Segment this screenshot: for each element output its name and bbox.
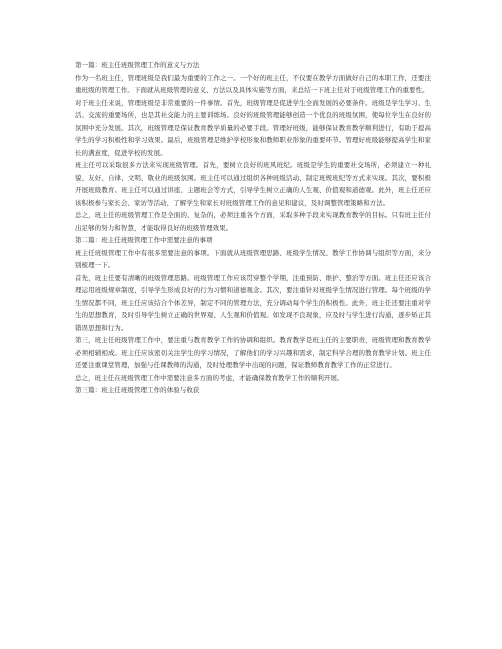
paragraph: 班主任班级管理工作中有很多需要注意的事项。下面就从班级管理思路、班级学生情况、教学工作协调与组织等方面，来分别梳理一下。 — [75, 248, 431, 269]
paragraph: 首先，班主任要有清晰的班级管理思路。班级管理工作应该贯穿整个学期，注重预防、维护、整治等方面。班主任还应该合理运用班级规章制度，引导学生形成良好的行为习惯和道德观念。其次，要注重针对班级学生情况进行管理。每个班级的学生情况都不同，班主任应该结合个体差异，制定不同的管理方法，充分调动每个学生的积极性。此外，班主任还要注重对学生的思想教育，及时引导学生树立正确的世界观、人生观和价值观。如发现不良现象，应及时与学生进行沟通，逐步矫正其错误思想和行为。 — [75, 273, 431, 332]
document-body — [75, 59, 431, 397]
paragraph: 班主任可以采取很多方法来实现班级管理。首先，要树立良好的班风班纪。班级是学生的重要社交场所，必须建立一种礼貌、友好、自律、文明、敬业的班级氛围。班主任可以通过组织各种班级活动、制定班规班纪等方式来实现。其次，要积极开展班级教育。班主任可以通过讲座、主题班会等方式，引导学生树立正确的人生观、价值观和道德观。此外，班主任还应该积极参与家长会、家访等活动，了解学生和家长对班级管理工作的意见和建议，及时调整管理策略和方法。 — [75, 161, 431, 207]
section-heading-1: 第一篇：班主任班级管理工作的意义与方法 — [75, 61, 200, 69]
paragraph: 总之，班主任的班级管理工作是全面的、复杂的，必须注重各个方面，采取多种手段来实现教育教学的目标。只有班主任付出足够的努力和智慧，才能取得良好的班级管理效果。 — [75, 211, 431, 232]
paragraph: 对于班主任来说，管理班级是非常重要的一件事情。首先，班级管理是促进学生全面发展的必要条件。班级是学生学习、生活、交流的重要场所，也是其社交能力的主要训练场。良好的班级管理能够创造一个优良的班级氛围，使每位学生在良好的氛围中充分发展。其次，班级管理是保证教育教学质量的必要手段。管理好班级，能够保证教育教学顺利进行，有助于提高学生的学习积极性和学习效果。最后，班级管理是维护学校形象和教师职业形象的重要环节。管理好班级能够提高学生和家长的满意度，促进学校的发展。 — [75, 98, 431, 157]
paragraph: 总之，班主任在班级管理工作中需要注意多方面的考虑，才能确保教育教学工作的顺利开展。 — [75, 373, 344, 382]
section-heading-3: 第三篇：班主任班级管理工作的体验与收获 — [75, 386, 200, 394]
paragraph: 第三，班主任班级管理工作中，要注重与教育教学工作的协调和组织。教育教学是班主任的主要职责，班级管理和教育教学必须相辅相成。班主任应该密切关注学生的学习情况，了解他们的学习兴趣和需求，制定科学合理的教育教学计划。班主任还要注重课堂管理，加强与任课教师的沟通，及时处理教学中出现的问题，保证教师教育教学工作的正常进行。 — [75, 336, 431, 369]
section-heading-2: 第二篇：班主任班级管理工作中需要注意的事项 — [75, 236, 213, 244]
paragraph: 作为一名班主任，管理班级是我们最为重要的工作之一。一个好的班主任，不仅要在教学方面做好自己的本职工作，还要注重班级的管理工作。下面就从班级管理的意义、方法以及具体实施等方面，来总结一下班主任对于班级管理工作的重要性。 — [75, 73, 431, 94]
